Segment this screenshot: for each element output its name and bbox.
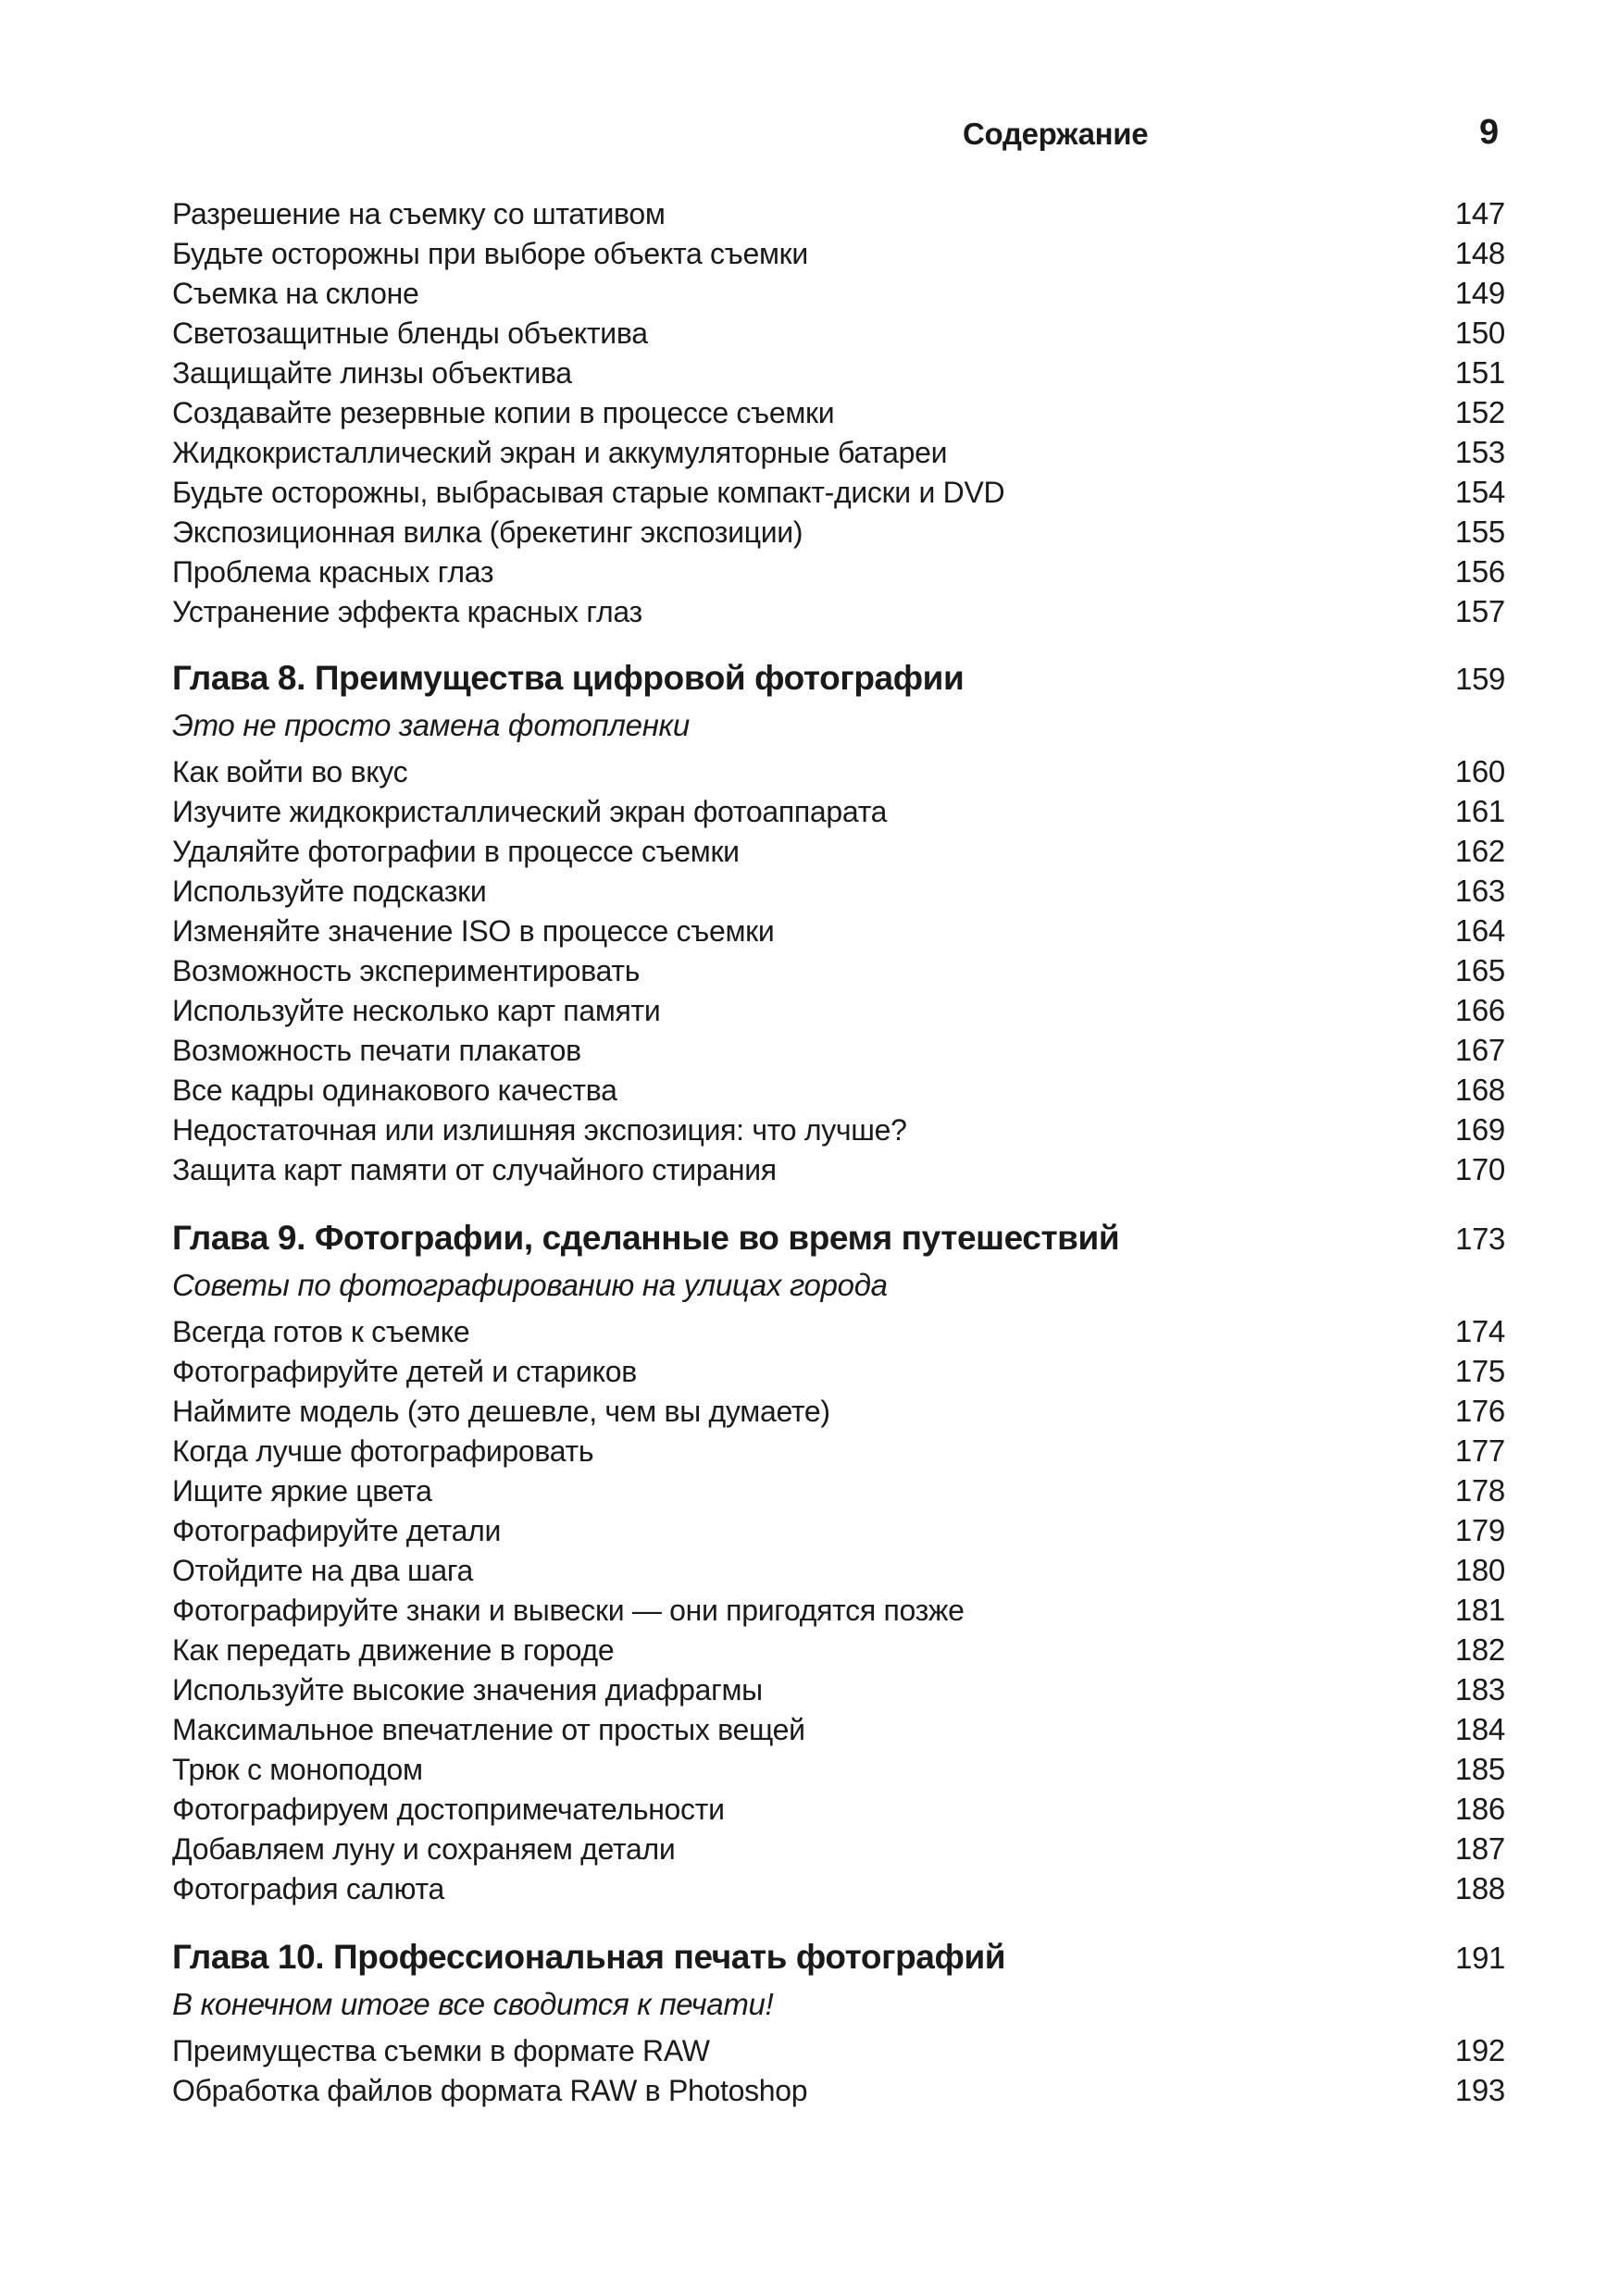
toc-entry xyxy=(172,1513,1505,1552)
toc-entry-page: 176 xyxy=(1454,1394,1505,1428)
toc-entry-page: 152 xyxy=(1454,395,1505,429)
toc-entry-title: Экспозиционная вилка (брекетинг экспозиции) xyxy=(172,515,803,549)
toc-entry-title: Максимальное впечатление от простых вещей xyxy=(172,1713,805,1746)
toc-entry xyxy=(172,236,1505,275)
toc-entry-title: Удаляйте фотографии в процессе съемки xyxy=(172,835,740,868)
toc-entry-title: Защищайте линзы объектива xyxy=(172,356,572,390)
toc-entry xyxy=(172,395,1505,434)
chapter-subtitle: Это не просто замена фотопленки xyxy=(172,708,690,742)
chapter-title: Глава 9. Фотографии, сделанные во время путешествий xyxy=(172,1219,1120,1257)
toc-entry-page: 164 xyxy=(1454,913,1505,948)
toc-entry-page: 182 xyxy=(1454,1632,1505,1667)
toc-entry-title: Защита карт памяти от случайного стирания xyxy=(172,1153,777,1186)
chapter-subtitle: В конечном итоге все сводится к печати! xyxy=(172,1987,774,2021)
toc-entry-page: 150 xyxy=(1454,316,1505,350)
toc-entry-page: 187 xyxy=(1454,1831,1505,1866)
toc-entry-page: 184 xyxy=(1454,1712,1505,1746)
toc-entry-page: 157 xyxy=(1454,594,1505,628)
toc-entry-title: Светозащитные бленды объектива xyxy=(172,316,648,350)
toc-entry xyxy=(172,2073,1505,2112)
toc-entry-title: Используйте подсказки xyxy=(172,875,487,908)
toc-entry xyxy=(172,913,1505,952)
toc-entry xyxy=(172,754,1505,793)
toc-entry-page: 186 xyxy=(1454,1792,1505,1826)
toc-entry xyxy=(172,1871,1505,1910)
toc-entry-page: 169 xyxy=(1454,1112,1505,1147)
toc-entry xyxy=(172,515,1505,553)
toc-entry-page: 148 xyxy=(1454,236,1505,270)
toc-entry-page: 181 xyxy=(1454,1593,1505,1627)
toc-entry-title: Фотографируйте детали xyxy=(172,1514,502,1547)
toc-entry xyxy=(172,1672,1505,1711)
toc-entry-page: 179 xyxy=(1454,1513,1505,1547)
toc-entry-title: Используйте несколько карт памяти xyxy=(172,994,661,1027)
toc-entry-page: 167 xyxy=(1454,1033,1505,1067)
toc-entry-title: Проблема красных глаз xyxy=(172,555,494,589)
toc-entry xyxy=(172,1112,1505,1151)
toc-entry xyxy=(172,1073,1505,1111)
toc-entry-page: 149 xyxy=(1454,276,1505,310)
toc-entry-title: Будьте осторожны при выборе объекта съемки xyxy=(172,237,808,270)
toc-entry-title: Обработка файлов формата RAW в Photoshop xyxy=(172,2074,808,2107)
chapter-heading xyxy=(172,659,1505,698)
toc-entry-title: Как передать движение в городе xyxy=(172,1633,615,1667)
toc-entry-title: Будьте осторожны, выбрасывая старые компакт-диски и DVD xyxy=(172,476,1005,509)
toc-entry-title: Устранение эффекта красных глаз xyxy=(172,595,642,628)
toc-entry-title: Возможность печати плакатов xyxy=(172,1034,581,1067)
toc-entry-page: 160 xyxy=(1454,754,1505,788)
toc-entry xyxy=(172,1314,1505,1353)
toc-entry xyxy=(172,1712,1505,1751)
toc-entry-title: Используйте высокие значения диафрагмы xyxy=(172,1673,763,1706)
toc-entry-title: Фотография салюта xyxy=(172,1872,444,1905)
toc-entry xyxy=(172,1433,1505,1472)
toc-entry-title: Недостаточная или излишняя экспозиция: что лучше? xyxy=(172,1113,907,1147)
toc-entry-title: Съемка на склоне xyxy=(172,277,419,310)
toc-entry-title: Фотографируйте знаки и вывески — они пригодятся позже xyxy=(172,1594,965,1627)
toc-entry xyxy=(172,1831,1505,1870)
toc-entry xyxy=(172,1632,1505,1671)
chapter-page: 191 xyxy=(1455,1941,1505,1975)
toc-entry-title: Добавляем луну и сохраняем детали xyxy=(172,1832,676,1866)
toc-entry-page: 193 xyxy=(1454,2073,1505,2107)
toc-entry xyxy=(172,355,1505,394)
toc-entry-page: 180 xyxy=(1454,1553,1505,1587)
toc-entry-page: 192 xyxy=(1454,2033,1505,2067)
chapter-page: 173 xyxy=(1455,1222,1505,1256)
toc-entry-page: 153 xyxy=(1454,435,1505,469)
chapter-subtitle: Советы по фотографированию на улицах города xyxy=(172,1268,888,1302)
toc-entry-title: Изучите жидкокристаллический экран фотоаппарата xyxy=(172,795,888,828)
toc-entry-title: Создавайте резервные копии в процессе съемки xyxy=(172,396,835,429)
toc-entry-page: 183 xyxy=(1454,1672,1505,1706)
chapter-page: 159 xyxy=(1455,662,1505,696)
toc-entry-page: 174 xyxy=(1454,1314,1505,1348)
toc-entry-page: 162 xyxy=(1454,834,1505,868)
toc-entry-title: Разрешение на съемку со штативом xyxy=(172,197,666,230)
toc-entry xyxy=(172,874,1505,912)
toc-entry-title: Трюк с моноподом xyxy=(172,1753,423,1786)
toc-entry-page: 168 xyxy=(1454,1073,1505,1107)
chapter-heading xyxy=(172,1938,1505,1977)
toc-entry-title: Все кадры одинакового качества xyxy=(172,1074,617,1107)
toc-entry xyxy=(172,276,1505,315)
running-header-title: Содержание xyxy=(963,117,1149,151)
toc-entry-title: Отойдите на два шага xyxy=(172,1554,473,1587)
toc-entry-page: 178 xyxy=(1454,1473,1505,1508)
toc-entry xyxy=(172,834,1505,873)
toc-entry xyxy=(172,1033,1505,1072)
toc-entry-page: 188 xyxy=(1454,1871,1505,1905)
toc-entry-page: 166 xyxy=(1454,993,1505,1027)
toc-entry-title: Изменяйте значение ISO в процессе съемки xyxy=(172,914,775,948)
toc-entry xyxy=(172,554,1505,593)
toc-entry xyxy=(172,1752,1505,1791)
toc-entry-title: Ищите яркие цвета xyxy=(172,1474,432,1508)
toc-entry xyxy=(172,435,1505,474)
toc-entry xyxy=(172,475,1505,514)
toc-entry-page: 170 xyxy=(1454,1152,1505,1186)
toc-entry xyxy=(172,794,1505,833)
toc-entry xyxy=(172,1792,1505,1831)
toc-entry-page: 156 xyxy=(1454,554,1505,589)
toc-entry-title: Жидкокристаллический экран и аккумуляторные батареи xyxy=(172,436,948,469)
toc-entry xyxy=(172,316,1505,354)
toc-entry-title: Когда лучше фотографировать xyxy=(172,1434,594,1468)
toc-entry-page: 151 xyxy=(1454,355,1505,390)
toc-entry xyxy=(172,993,1505,1032)
chapter-title: Глава 10. Профессиональная печать фотографий xyxy=(172,1938,1006,1976)
toc-entry-page: 185 xyxy=(1454,1752,1505,1786)
toc-entry-page: 175 xyxy=(1454,1354,1505,1388)
chapter-heading xyxy=(172,1219,1505,1258)
toc-entry-title: Всегда готов к съемке xyxy=(172,1315,470,1348)
chapter-title: Глава 8. Преимущества цифровой фотографии xyxy=(172,659,965,697)
toc-entry-title: Как войти во вкус xyxy=(172,755,408,788)
toc-entry-page: 161 xyxy=(1454,794,1505,828)
toc-entry-page: 177 xyxy=(1454,1433,1505,1468)
toc-entry-title: Фотографируем достопримечательности xyxy=(172,1793,725,1826)
toc-entry-page: 147 xyxy=(1454,196,1505,230)
toc-entry-title: Фотографируйте детей и стариков xyxy=(172,1355,637,1388)
toc-entry xyxy=(172,1152,1505,1191)
toc-entry-page: 154 xyxy=(1454,475,1505,509)
toc-entry xyxy=(172,1394,1505,1433)
toc-entry xyxy=(172,2033,1505,2072)
toc-entry-page: 155 xyxy=(1454,515,1505,549)
toc-entry-page: 163 xyxy=(1454,874,1505,908)
toc-entry-title: Наймите модель (это дешевле, чем вы думаете) xyxy=(172,1395,830,1428)
toc-entry xyxy=(172,1473,1505,1512)
toc-entry-title: Возможность экспериментировать xyxy=(172,954,641,987)
toc-entry xyxy=(172,953,1505,992)
toc-entry-page: 165 xyxy=(1454,953,1505,987)
toc-entry xyxy=(172,594,1505,633)
toc-entry xyxy=(172,1593,1505,1632)
toc-entry xyxy=(172,196,1505,235)
toc-entry xyxy=(172,1354,1505,1393)
toc-entry-title: Преимущества съемки в формате RAW xyxy=(172,2034,710,2067)
page-number: 9 xyxy=(1479,113,1500,152)
toc-entry xyxy=(172,1553,1505,1592)
